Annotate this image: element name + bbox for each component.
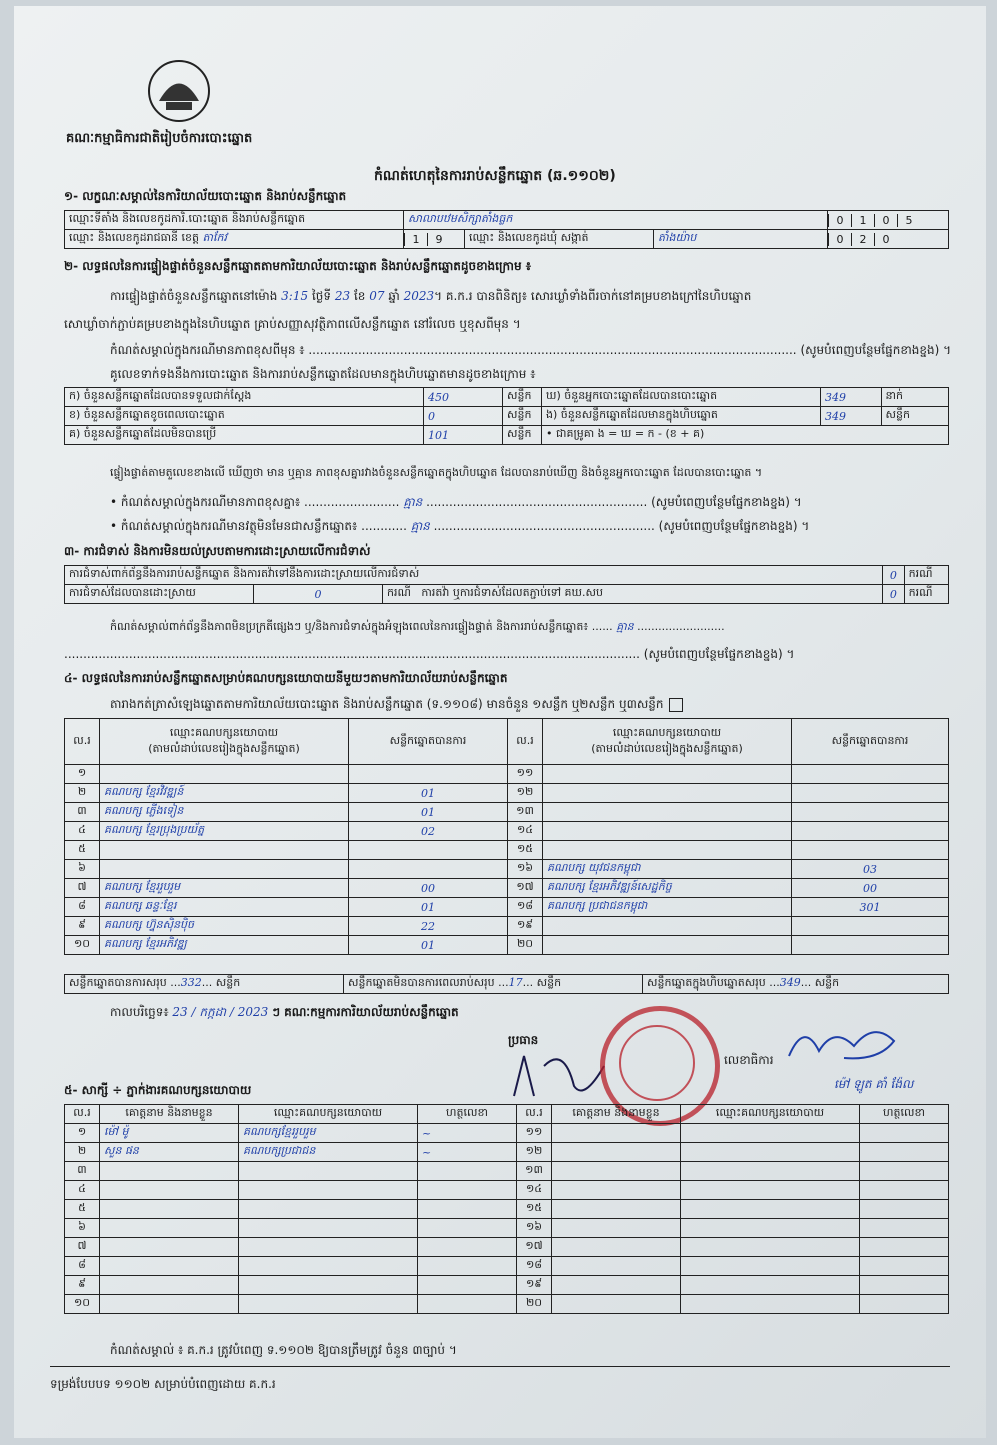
witness-party: គណបក្សប្រជាជន	[239, 1143, 418, 1162]
votes-table	[64, 718, 949, 955]
bullet-object: • កំណត់សម្គាល់ក្នុងករណីមានវត្ថុមិនមែនជាសន្លឹកឆ្នោត៖ ............ គ្មាន .......................................................... (សូមបំពេញបន្ថែមផ្នែកខាងខ្នង) ។	[110, 519, 810, 533]
witness-signature	[418, 1162, 517, 1181]
table-row	[65, 841, 949, 860]
table-row: គ) ចំនួនសន្លឹកឆ្នោតដែលមិនបានប្រើ 101 សន្លឹក • ជាគម្រូគា ង = ឃ = ក - (ខ + គ)	[65, 426, 949, 445]
witness-signature	[418, 1181, 517, 1200]
witness-table	[64, 1104, 949, 1314]
witness-party	[239, 1219, 418, 1238]
objection-row2-mid: ករណី ការតវ៉ា ឬការជំទាស់ដែលតភ្ជាប់ទៅ គឃ.សប	[383, 585, 883, 604]
votes-cell	[349, 765, 508, 784]
witness-signature	[860, 1295, 949, 1314]
row-num: ១៦	[508, 860, 543, 879]
witness-name	[552, 1162, 681, 1181]
total-invalid: សន្លឹកឆ្នោតមិនបានការពេលរាប់សរុប ...17... សន្លឹក	[344, 975, 643, 994]
witness-party	[681, 1257, 860, 1276]
table-row	[65, 822, 949, 841]
date-line: កាលបរិច្ឆេទ៖ 23 / កក្កដា / 2023 ៗ គណៈកម្មការការិយាល័យរាប់សន្លឹកឆ្នោត	[110, 1005, 459, 1019]
row-num: ២	[65, 784, 100, 803]
table-row	[65, 1219, 949, 1238]
votes-cell: 301	[792, 898, 949, 917]
section1-title: ១- លក្ខណៈសម្គាល់នៃការិយាល័យបោះឆ្នោត និងរាប់សន្លឹកឆ្នោត	[64, 189, 347, 203]
table-row	[65, 879, 949, 898]
row-num: ១១	[517, 1124, 552, 1143]
witness-name	[100, 1257, 239, 1276]
row-num: ២	[65, 1143, 100, 1162]
table-row: ក) ចំនួនសន្លឹកឆ្នោតដែលបានទទួលជាក់ស្តែង 450 សន្លឹក ឃ) ចំនួនអ្នកបោះឆ្នោតដែលបានបោះឆ្នោត 349 នាក់	[65, 388, 949, 407]
witness-signature	[418, 1257, 517, 1276]
witness-signature	[860, 1124, 949, 1143]
party-cell: គណបក្ស ភ្លើងទៀន	[100, 803, 349, 822]
witness-name	[552, 1219, 681, 1238]
chair-signature-icon	[504, 1046, 614, 1106]
votes-cell	[792, 784, 949, 803]
table-row: ខ) ចំនួនសន្លឹកឆ្នោតខូចពេលបោះឆ្នោត 0 សន្លឹក ង) ចំនួនសន្លឹកឆ្នោតដែលមានក្នុងហិបឆ្នោត 349 សន្លឹក	[65, 407, 949, 426]
votes-header: ល.រ ឈ្មោះគណបក្សនយោបាយ (តាមលំដាប់លេខរៀងក្នុងសន្លឹកឆ្នោត) សន្លឹកឆ្នោតបានការ ល.រ ឈ្មោះគណបក្សនយោបាយ (តាមលំដាប់លេខរៀងក្នុងសន្លឹកឆ្នោត) សន្លឹកឆ្នោតបានការ	[65, 719, 949, 765]
bullet-diff: • កំណត់សម្គាល់ក្នុងករណីមានភាពខុសគ្នា៖ ......................... គ្មាន .......................................................... (សូមបំពេញបន្ថែមផ្នែកខាងខ្នង) ។	[110, 495, 802, 509]
row-num: ៥	[65, 1200, 100, 1219]
row-num: ១៥	[508, 841, 543, 860]
row-num: ១	[65, 1124, 100, 1143]
tally-sheet-line: តារាងកត់ត្រាសំឡេងឆ្នោតតាមការិយាល័យបោះឆ្នោត និងរាប់សន្លឹកឆ្នោត (ទ.១១០៨) មានចំនួន ១សន្លឹក ឬ២សន្លឹក ឬ៣សន្លឹក	[110, 696, 685, 714]
table-row	[65, 1200, 949, 1219]
witness-header: ល.រ គោត្តនាម និងនាមខ្លួន ឈ្មោះគណបក្សនយោបាយ ហត្ថលេខា ល.រ គោត្តនាម និងនាមខ្លួន ឈ្មោះគណបក្សនយោបាយ ហត្ថលេខា	[65, 1105, 949, 1124]
check-time-line: ការផ្ទៀងផ្ទាត់ចំនួនសន្លឹកឆ្នោតនៅម៉ោង 3:15 ថ្ងៃទី 23 ខែ 07 ឆ្នាំ 2023។ គ.ក.រ បានពិនិត្យ៖ សោរឃ្លាំទាំងពីរចាក់នៅគម្របខាងក្រៅនៃហិបឆ្នោត	[110, 289, 752, 303]
table-row	[65, 936, 949, 955]
row-num: ១១	[508, 765, 543, 784]
witness-signature	[418, 1200, 517, 1219]
witness-name	[552, 1143, 681, 1162]
objection-note: កំណត់សម្គាល់ពាក់ព័ន្ធនឹងភាពមិនប្រក្រតីផ្សេងៗ ឬ/និងការជំទាស់ក្នុងអំឡុងពេលនៃការផ្ទៀងផ្ទាត់ និងការរាប់សន្លឹកឆ្នោត៖ ...... គ្មាន .........................	[110, 620, 725, 633]
row-num: ១៣	[508, 803, 543, 822]
party-cell	[543, 917, 792, 936]
witness-party	[681, 1181, 860, 1200]
chair-label: ប្រធាន	[508, 1033, 539, 1047]
witness-party	[681, 1238, 860, 1257]
witness-signature	[418, 1295, 517, 1314]
witness-party	[239, 1257, 418, 1276]
table-row: ការជំទាស់ពាក់ព័ន្ធនឹងការរាប់សន្លឹកឆ្នោត និងការតវ៉ាទៅនឹងការដោះស្រាយលើការជំទាស់ 0 ករណី	[65, 566, 949, 585]
table-row	[65, 1257, 949, 1276]
counts-intro: គូលេខទាក់ទងនឹងការបោះឆ្នោត និងការរាប់សន្លឹកឆ្នោតដែលមានក្នុងហិបឆ្នោតមានដូចខាងក្រោម ៖	[110, 367, 536, 381]
sheet-count-checkbox[interactable]	[669, 698, 683, 712]
section3-title: ៣- ការជំទាស់ និងការមិនយល់ស្របតាមការដោះស្រាយលើការជំទាស់	[64, 544, 371, 558]
org-name: គណៈកម្មាធិការជាតិរៀបចំការបោះឆ្នោត	[66, 131, 253, 146]
row-num: ៦	[65, 860, 100, 879]
party-cell	[100, 841, 349, 860]
col-party-header: ឈ្មោះគណបក្សនយោបាយ (តាមលំដាប់លេខរៀងក្នុងសន្លឹកឆ្នោត)	[100, 719, 349, 765]
witness-name	[552, 1257, 681, 1276]
compare-line: ផ្ទៀងផ្ទាត់តាមតួលេខខាងលើ ឃើញថា មាន ឬគ្មាន ភាពខុសគ្នារវាងចំនួនសន្លឹកឆ្នោតក្នុងហិបឆ្នោត ដែលបានរាប់ឃើញ និងចំនួនអ្នកបោះឆ្នោត ដែលបានបោះឆ្នោត ។	[110, 466, 763, 479]
table-row	[65, 1295, 949, 1314]
votes-cell	[349, 860, 508, 879]
diff-note-line: កំណត់សម្គាល់ក្នុងករណីមានភាពខុសពីមុន ៖ ................................................................................................................................ (សូមបំពេញបន្ថែមផ្នែកខាងខ្នង) ។	[110, 343, 952, 357]
witness-name: សួន ផន	[100, 1143, 239, 1162]
witness-party	[239, 1295, 418, 1314]
row-num: ១៧	[508, 879, 543, 898]
witness-signature: ~	[418, 1124, 517, 1143]
row-num: ១២	[508, 784, 543, 803]
form-note: ទម្រង់បែបបទ ១១០២ សម្រាប់បំពេញដោយ គ.ក.រ	[50, 1377, 276, 1391]
section5-title: ៥- សាក្សី ÷ ភ្នាក់ងារគណបក្សនយោបាយ	[64, 1083, 252, 1097]
province-code: 1 9	[404, 230, 465, 249]
party-cell: គណបក្ស ឆន្ទៈខ្មែរ	[100, 898, 349, 917]
witness-party	[239, 1238, 418, 1257]
votes-totals	[64, 974, 949, 994]
party-cell: គណបក្ស ខ្មែរអភិវឌ្ឍន៍សេដ្ឋកិច្ច	[543, 879, 792, 898]
row-num: ១០	[65, 936, 100, 955]
witness-name	[552, 1238, 681, 1257]
row-num: ១៣	[517, 1162, 552, 1181]
table-row: ការជំទាស់ដែលបានដោះស្រាយ 0 ករណី ការតវ៉ា ឬការជំទាស់ដែលតភ្ជាប់ទៅ គឃ.សប 0 ករណី	[65, 585, 949, 604]
row-num: ៧	[65, 1238, 100, 1257]
witness-name	[100, 1295, 239, 1314]
witness-name: ម៉ៅ ម៉ូ	[100, 1124, 239, 1143]
table-row	[65, 784, 949, 803]
witness-signature	[418, 1276, 517, 1295]
votes-cell: 00	[349, 879, 508, 898]
row-num: ១	[65, 765, 100, 784]
row-num: ១៦	[517, 1219, 552, 1238]
votes-cell	[792, 917, 949, 936]
witness-name	[552, 1295, 681, 1314]
row-num: ១៧	[517, 1238, 552, 1257]
party-cell: គណបក្ស ខ្មែរអភិវឌ្ឍ	[100, 936, 349, 955]
witness-signature	[860, 1162, 949, 1181]
witness-signature	[860, 1143, 949, 1162]
commune-code: 0 2 0	[828, 230, 949, 249]
table-row	[65, 917, 949, 936]
table-row	[65, 1162, 949, 1181]
row-num: ៦	[65, 1219, 100, 1238]
witness-name	[552, 1124, 681, 1143]
row-num: ៥	[65, 841, 100, 860]
row-num: ៣	[65, 803, 100, 822]
witness-name	[552, 1200, 681, 1219]
witness-name	[100, 1238, 239, 1257]
row-num: ១០	[65, 1295, 100, 1314]
votes-cell: 01	[349, 803, 508, 822]
location-label: ឈ្មោះទីតាំង និងលេខកូដការិ.បោះឆ្នោត និងរាប់សន្លឹកឆ្នោត	[65, 211, 404, 230]
party-cell	[543, 765, 792, 784]
witness-party	[681, 1219, 860, 1238]
witness-signature	[418, 1238, 517, 1257]
votes-cell	[792, 803, 949, 822]
commune-label: ឈ្មោះ និងលេខកូដឃុំ សង្កាត់	[465, 230, 654, 249]
witness-party	[681, 1124, 860, 1143]
party-cell: គណបក្ស ហ្វ៊ុនស៊ិនប៉ិច	[100, 917, 349, 936]
witness-name	[100, 1162, 239, 1181]
counts-table	[64, 387, 949, 445]
row-num: ១៩	[517, 1276, 552, 1295]
section1-table	[64, 210, 949, 249]
witness-party	[681, 1295, 860, 1314]
witness-party	[681, 1276, 860, 1295]
votes-cell	[792, 936, 949, 955]
witness-name	[552, 1276, 681, 1295]
col-party-header-right: ឈ្មោះគណបក្សនយោបាយ (តាមលំដាប់លេខរៀងក្នុងសន្លឹកឆ្នោត)	[543, 719, 792, 765]
witness-party: គណបក្សខ្មែររួបរួម	[239, 1124, 418, 1143]
emblem-icon	[144, 56, 214, 126]
witness-party	[239, 1276, 418, 1295]
party-cell: គណបក្ស ខ្មែរវិវឌ្ឍន៍	[100, 784, 349, 803]
row-num: ២០	[517, 1295, 552, 1314]
secretary-label: លេខាធិការ	[724, 1053, 774, 1067]
form-title: កំណត់ហេតុនៃការរាប់សន្លឹកឆ្នោត (ឆ.១១០២)	[374, 168, 616, 184]
location-value: សាលាបឋមសិក្សាតាំងធ្លក	[404, 211, 828, 230]
witness-signature	[860, 1219, 949, 1238]
table-row	[65, 1181, 949, 1200]
votes-cell: 00	[792, 879, 949, 898]
row-num: ១៨	[508, 898, 543, 917]
table-row	[65, 1124, 949, 1143]
row-num: ៨	[65, 898, 100, 917]
row-num: ១២	[517, 1143, 552, 1162]
witness-signature	[860, 1257, 949, 1276]
party-cell	[543, 803, 792, 822]
party-cell	[100, 860, 349, 879]
table-row	[65, 1238, 949, 1257]
row-num: ១៤	[508, 822, 543, 841]
row-num: ៤	[65, 822, 100, 841]
witness-name	[552, 1181, 681, 1200]
votes-cell	[792, 822, 949, 841]
party-cell: គណបក្ស ខ្មែរប្រុងប្រយ័ត្ន	[100, 822, 349, 841]
divider	[50, 1366, 950, 1367]
votes-cell: 01	[349, 784, 508, 803]
row-num: ៣	[65, 1162, 100, 1181]
witness-signature	[860, 1181, 949, 1200]
row-num: ៤	[65, 1181, 100, 1200]
witness-party	[239, 1181, 418, 1200]
row-num: ៩	[65, 917, 100, 936]
row-num: ១៤	[517, 1181, 552, 1200]
location-code: 0 1 0 5	[828, 211, 949, 230]
row-num: ៩	[65, 1276, 100, 1295]
party-cell: គណបក្ស ខ្មែររួបរួម	[100, 879, 349, 898]
votes-cell: 01	[349, 936, 508, 955]
row-num: ៧	[65, 879, 100, 898]
party-cell	[543, 784, 792, 803]
witness-party	[239, 1162, 418, 1181]
votes-cell	[792, 841, 949, 860]
commune-value: តាំងយ៉ាប	[654, 230, 828, 249]
witness-party	[681, 1143, 860, 1162]
votes-cell	[349, 841, 508, 860]
seal-line: សោឃ្លាំចាក់ភ្ជាប់គម្របខាងក្នុងនៃហិបឆ្នោត គ្រាប់សញ្ញាសុវត្ថិភាពលើសន្លឹកឆ្នោត នៅរំលេច ឬខុសពីមុន ។	[64, 317, 521, 331]
party-cell	[543, 936, 792, 955]
secretary-signature-icon	[784, 1016, 904, 1071]
witness-name	[100, 1276, 239, 1295]
province-label: ឈ្មោះ និងលេខកូដរាជធានី ខេត្ត តាកែវ	[65, 230, 404, 249]
row-num: ១៥	[517, 1200, 552, 1219]
footnote: កំណត់សម្គាល់ ៖ គ.ក.រ ត្រូវបំពេញ ទ.១១០២ ឱ្យបានត្រឹមត្រូវ ចំនួន ៣ច្បាប់ ។	[110, 1343, 457, 1357]
votes-cell: 02	[349, 822, 508, 841]
witness-signature: ~	[418, 1143, 517, 1162]
table-row	[65, 1143, 949, 1162]
party-cell	[543, 841, 792, 860]
objection-hint: ....................................................................................................................................................... (សូមបំពេញបន្ថែមផ្នែកខាងខ្នង) ។	[64, 647, 795, 661]
total-box: សន្លឹកឆ្នោតក្នុងហិបឆ្នោតសរុប ...349... សន្លឹក	[643, 975, 949, 994]
witness-signature	[418, 1219, 517, 1238]
row-num: ៨	[65, 1257, 100, 1276]
votes-cell: 01	[349, 898, 508, 917]
witness-name	[100, 1200, 239, 1219]
section2-title: ២- លទ្ធផលនៃការផ្ទៀងផ្ទាត់ចំនួនសន្លឹកឆ្នោតតាមការិយាល័យបោះឆ្នោត និងរាប់សន្លឹកឆ្នោតដូចខាងក្រោម ៖	[64, 259, 532, 273]
table-row	[65, 860, 949, 879]
witness-name	[100, 1181, 239, 1200]
witness-party	[239, 1200, 418, 1219]
row-num: ១៨	[517, 1257, 552, 1276]
table-row	[65, 898, 949, 917]
section4-title: ៤- លទ្ធផលនៃការរាប់សន្លឹកឆ្នោតសម្រាប់គណបក្សនយោបាយនីមួយៗតាមការិយាល័យរាប់សន្លឹកឆ្នោត	[64, 671, 508, 685]
party-cell: គណបក្ស យុវជនកម្ពុជា	[543, 860, 792, 879]
witness-signature	[860, 1276, 949, 1295]
witness-signature	[860, 1200, 949, 1219]
table-row	[65, 1276, 949, 1295]
signer-name: ម៉ៅ ឡូត គាំ ង៉ែល	[834, 1077, 914, 1091]
witness-party	[681, 1200, 860, 1219]
form-paper	[14, 6, 986, 1438]
party-cell	[100, 765, 349, 784]
witness-name	[100, 1219, 239, 1238]
party-cell: គណបក្ស ប្រជាជនកម្ពុជា	[543, 898, 792, 917]
objection-table	[64, 565, 949, 604]
table-row	[65, 803, 949, 822]
total-valid: សន្លឹកឆ្នោតបានការសរុប ...332... សន្លឹក	[65, 975, 344, 994]
votes-cell: 22	[349, 917, 508, 936]
row-num: ១៩	[508, 917, 543, 936]
party-cell	[543, 822, 792, 841]
table-row	[65, 765, 949, 784]
witness-signature	[860, 1238, 949, 1257]
row-num: ២០	[508, 936, 543, 955]
votes-cell: 03	[792, 860, 949, 879]
witness-party	[681, 1162, 860, 1181]
votes-cell	[792, 765, 949, 784]
